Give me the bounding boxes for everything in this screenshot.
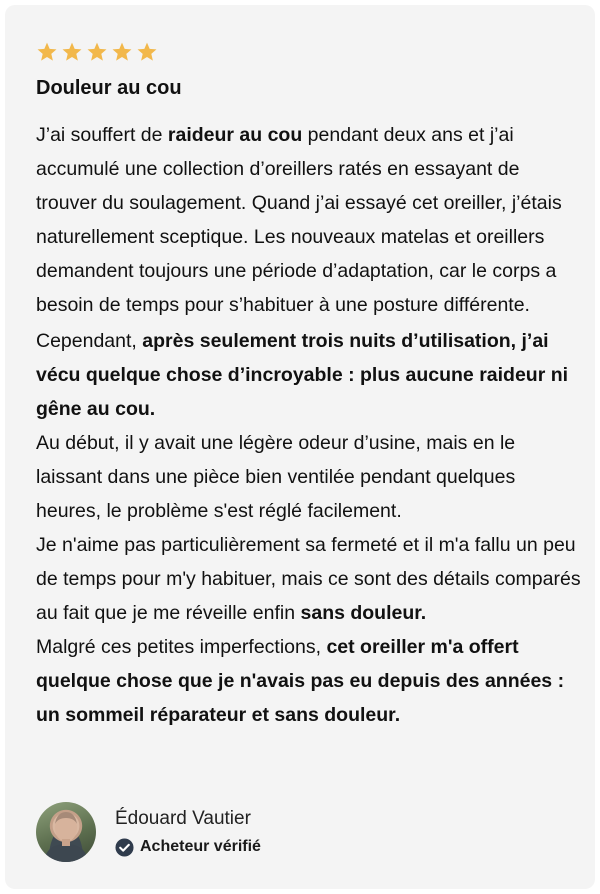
review-title: Douleur au cou	[36, 77, 182, 99]
check-circle-icon	[115, 838, 134, 857]
star-icon	[136, 41, 158, 63]
star-icon	[36, 41, 58, 63]
star-rating	[36, 41, 158, 63]
bold-text: cet oreiller m'a offert quelque chose que je n'avais pas eu depuis des années : un sommeil réparateur et sans douleur.	[36, 636, 565, 726]
star-icon	[61, 41, 83, 63]
verified-badge	[115, 837, 261, 857]
reviewer-name: Édouard Vautier	[115, 808, 251, 829]
bold-text: après seulement trois nuits d’utilisation, j’ai vécu quelque chose d’incroyable : plus aucune raideur ni gêne au cou.	[36, 330, 569, 420]
star-icon	[86, 41, 108, 63]
text-run: Au début, il y avait une légère odeur d’usine, mais en le laissant dans une pièce bien ventilée pendant quelques heures, le problème s'est réglé facilement.	[36, 432, 516, 522]
review-paragraph-4	[36, 528, 584, 630]
review-paragraph-5	[36, 630, 584, 732]
text-run: J’ai souffert de	[36, 124, 168, 146]
text-run: Cependant,	[36, 330, 143, 352]
review-paragraph-3	[36, 426, 584, 528]
avatar	[36, 802, 96, 862]
text-run: pendant deux ans et j’ai accumulé une collection d’oreillers ratés en essayant de trouver du soulagement. Quand j’ai essayé cet oreiller, j’étais naturellement sceptique. Les nouveaux matelas et oreillers demandent toujours une période d’adaptation, car le corps a besoin de temps pour s’habituer à une posture différente.	[36, 124, 562, 316]
text-run: Malgré ces petites imperfections,	[36, 636, 327, 658]
avatar-person-icon	[36, 802, 96, 862]
bold-text: sans douleur.	[300, 602, 427, 624]
text-run: Je n'aime pas particulièrement sa fermeté et il m'a fallu un peu de temps pour m'y habituer, mais ce sont des détails comparés au fait que je me réveille enfin	[36, 534, 581, 624]
star-icon	[111, 41, 133, 63]
review-body	[36, 118, 584, 732]
verified-label: Acheteur vérifié	[140, 838, 261, 855]
bold-text: raideur au cou	[167, 124, 303, 146]
review-paragraph-1	[36, 118, 584, 322]
review-card	[5, 5, 595, 889]
review-paragraph-2	[36, 324, 584, 426]
